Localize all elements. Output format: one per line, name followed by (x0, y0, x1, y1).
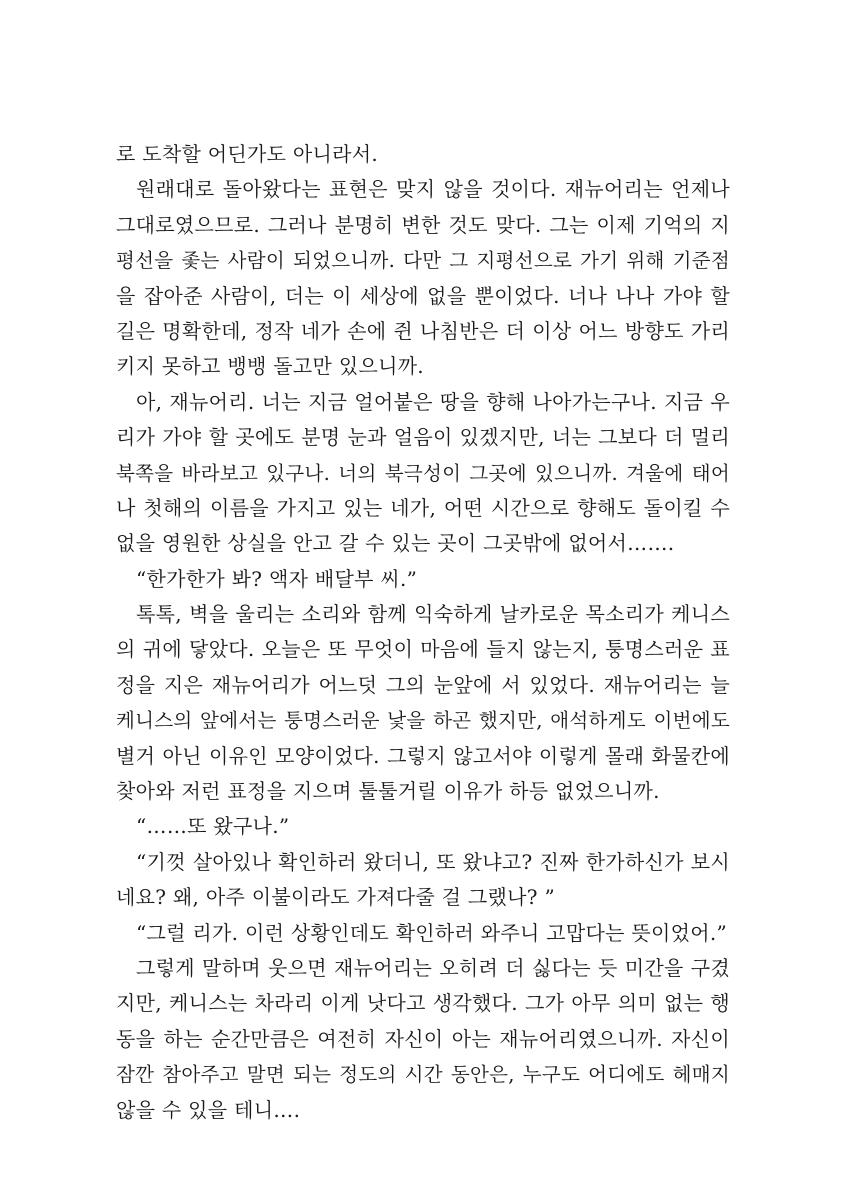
text-line: 그대로였으므로. 그러나 분명히 변한 것도 맞다. 그는 이제 기억의 지 (116, 212, 730, 237)
text-line: 그렇게 말하며 웃으면 재뉴어리는 오히려 더 싫다는 듯 미간을 구겼 (136, 955, 730, 980)
text-line: “기껏 살아있나 확인하러 왔더니, 또 왔냐고? 진짜 한가하신가 보시 (136, 849, 730, 874)
text-line: 없을 영원한 상실을 안고 갈 수 있는 곳이 그곳밖에 없어서……. (116, 531, 675, 556)
text-line: 동을 하는 순간만큼은 여전히 자신이 아는 재뉴어리였으니까. 자신이 (116, 1026, 730, 1051)
text-line: 북쪽을 바라보고 있구나. 너의 북극성이 그곳에 있으니까. 겨울에 태어 (116, 461, 730, 485)
text-line: 키지 못하고 뱅뱅 돌고만 있으니까. (116, 354, 424, 379)
text-line: 리가 가야 할 곳에도 분명 눈과 얼음이 있겠지만, 너는 그보다 더 멀리 (116, 425, 730, 450)
text-line: 나 첫해의 이름을 가지고 있는 네가, 어떤 시간으로 향해도 돌이킬 수 (116, 495, 730, 520)
text-line: 평선을 좇는 사람이 되었으니까. 다만 그 지평선으로 가기 위해 기준점 (116, 249, 730, 273)
text-line: 않을 수 있을 테니…. (116, 1097, 301, 1122)
text-line: 로 도착할 어딘가도 아니라서. (116, 142, 379, 166)
text-line: 정을 지은 재뉴어리가 어느덧 그의 눈앞에 서 있었다. 재뉴어리는 늘 (116, 672, 730, 697)
text-line: 의 귀에 닿았다. 오늘은 또 무엇이 마음에 들지 않는지, 퉁명스러운 표 (116, 637, 730, 662)
text-line: 을 잡아준 사람이, 더는 이 세상에 없을 뿐이었다. 너나 나나 가야 할 (116, 283, 730, 308)
text-line: 지만, 케니스는 차라리 이게 낫다고 생각했다. 그가 아무 의미 없는 행 (116, 991, 730, 1016)
body-text (116, 137, 730, 1128)
text-line: 톡톡, 벽을 울리는 소리와 함께 익숙하게 날카로운 목소리가 케니스 (136, 602, 730, 627)
text-line: 별거 아닌 이유인 모양이었다. 그렇지 않고서야 이렇게 몰래 화물칸에 (116, 743, 730, 768)
text-line: 아, 재뉴어리. 너는 지금 얼어붙은 땅을 향해 나아가는구나. 지금 우 (136, 389, 730, 414)
text-line: “한가한가 봐? 액자 배달부 씨.” (136, 566, 418, 591)
text-line: 원래대로 돌아왔다는 표현은 맞지 않을 것이다. 재뉴어리는 언제나 (136, 177, 730, 202)
text-line: 잠깐 참아주고 말면 되는 정도의 시간 동안은, 누구도 어디에도 헤매지 (116, 1063, 730, 1087)
text-line: “……또 왔구나.” (136, 814, 290, 839)
text-line: “그럴 리가. 이런 상황인데도 확인하러 와주니 고맙다는 뜻이었어.” (136, 920, 728, 945)
text-line: 찾아와 저런 표정을 지으며 툴툴거릴 이유가 하등 없었으니까. (116, 779, 660, 804)
text-line: 길은 명확한데, 정작 네가 손에 쥔 나침반은 더 이상 어느 방향도 가리 (116, 318, 730, 343)
text-line: 케니스의 앞에서는 퉁명스러운 낯을 하곤 했지만, 애석하게도 이번에도 (116, 709, 730, 733)
text-line: 네요? 왜, 아주 이불이라도 가져다줄 걸 그랬나? ” (116, 885, 555, 910)
